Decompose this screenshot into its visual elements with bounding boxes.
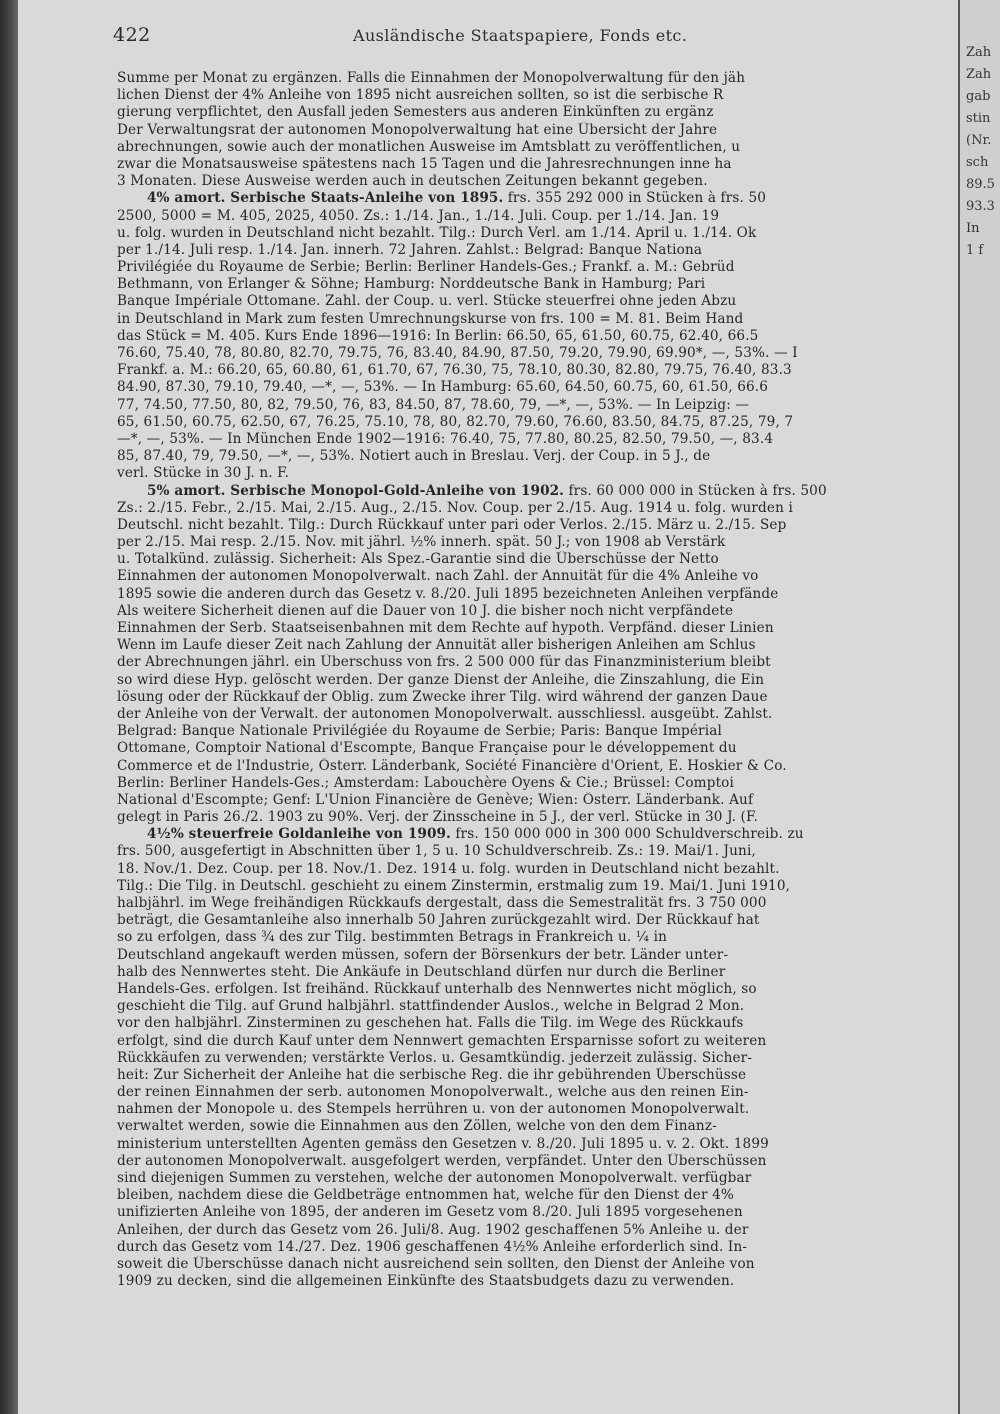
line-text: verl. Stücke in 30 J. n. F. [117,465,290,482]
text-line [117,723,955,740]
text-line [117,981,955,998]
line-text: —*, —, 53%. — In München Ende 1902—1916: 76.40, 75, 77.80, 80.25, 82.50, 79.50, —, 83.4 [117,430,774,447]
line-text: u. Totalkünd. zulässig. Sicherheit: Als Spez.-Garantie sind die Überschüsse der Netto [117,551,719,568]
adjacent-page-fragment: (Nr. [966,133,992,148]
line-text: der Anleihe von der Verwalt. der autonomen Monopolverwalt. ausschliessl. ausgeübt. Zahlst. [117,705,773,722]
text-line [117,809,955,826]
line-text: halb des Nennwertes steht. Die Ankäufe in Deutschland dürfen nur durch die Berliner [117,963,726,980]
line-text: Handels-Ges. erfolgen. Ist freihänd. Rückkauf unterhalb des Nennwertes nicht möglich, so [117,980,757,997]
section-heading-line [117,826,955,843]
text-line [117,1101,955,1118]
section-heading: 4½% steuerfreie Goldanleihe von 1909. [147,826,451,843]
book-page [18,0,958,1414]
line-text: 1909 zu decken, sind die allgemeinen Einkünfte des Staatsbudgets dazu zu verwenden. [117,1273,735,1290]
text-line [117,1256,955,1273]
line-text: frs. 500, ausgefertigt in Abschnitten über 1, 5 u. 10 Schuldverschreib. Zs.: 19. Mai/1. Juni, [117,843,756,860]
line-text: bleiben, nachdem diese die Geldbeträge entnommen hat, welche für den Dienst der 4% [117,1187,734,1204]
text-line [117,87,955,104]
line-text: vor den halbjährl. Zinsterminen zu geschehen hat. Falls die Tilg. im Wege des Rückkaufs [117,1015,744,1032]
adjacent-page-fragment: 1 f [966,243,984,258]
text-line [117,1153,955,1170]
text-line [117,379,955,396]
page-header [113,24,953,50]
line-text: Belgrad: Banque Nationale Privilégiée du Royaume de Serbie; Paris: Banque Impérial [117,723,722,740]
text-line [117,259,955,276]
text-line [117,878,955,895]
line-text: nahmen der Monopole u. des Stempels herrühren u. von der autonomen Monopolverwalt. [117,1101,750,1118]
text-line [117,1118,955,1135]
text-line [117,964,955,981]
text-line [117,517,955,534]
running-head: Ausländische Staatspapiere, Fonds etc. [353,26,688,45]
text-line [117,276,955,293]
text-line [117,1015,955,1032]
text-line [117,345,955,362]
text-line [117,620,955,637]
adjacent-page-fragment: In [966,221,980,236]
line-text: per 2./15. Mai resp. 2./15. Nov. mit jährl. ½% innerh. spät. 50 J.; von 1908 ab Verstärk [117,534,726,551]
text-line [117,1204,955,1221]
text-line [117,397,955,414]
line-text: Privilégiée du Royaume de Serbie; Berlin: Berliner Handels-Ges.; Frankf. a. M.: Gebrüd [117,259,735,276]
line-text: durch das Gesetz vom 14./27. Dez. 1906 geschaffenen 4½% Anleihe erforderlich sind. In- [117,1238,748,1255]
line-text: geschieht die Tilg. auf Grund halbjährl. stattfindender Auslos., welche in Belgrad 2 Mon. [117,998,745,1015]
line-text: Frankf. a. M.: 66.20, 65, 60.80, 61, 61.70, 67, 76.30, 75, 78.10, 80.30, 82.80, 79.75, 76.40, 83.3 [117,362,792,379]
binding-gutter [0,0,18,1414]
adjacent-page-fragment: gab [966,89,991,104]
text-line [117,586,955,603]
adjacent-page-fragment: 89.5 [966,177,995,192]
line-text: u. folg. wurden in Deutschland nicht bezahlt. Tilg.: Durch Verl. am 1./14. April u. 1./14. Ok [117,224,757,241]
line-text: Als weitere Sicherheit dienen auf die Dauer von 10 J. die bisher noch nicht verpfändete [117,602,734,619]
text-line [117,706,955,723]
adjacent-page-fragment: Zah [966,45,992,60]
line-text: frs. 60 000 000 in Stücken à frs. 500 [564,482,827,499]
line-text: 84.90, 87.30, 79.10, 79.40, —*, —, 53%. — In Hamburg: 65.60, 64.50, 60.75, 60, 61.50, 66.6 [117,379,769,396]
text-line [117,208,955,225]
text-line [117,465,955,482]
line-text: heit: Zur Sicherheit der Anleihe hat die serbische Reg. die ihr gebührenden Überschüsse [117,1066,747,1083]
text-line [117,139,955,156]
line-text: der reinen Einnahmen der serb. autonomen Monopolverwalt., welche aus den reinen Ein- [117,1084,749,1101]
text-line [117,328,955,345]
line-text: so zu erfolgen, dass ¾ des zur Tilg. bestimmten Betrags in Frankreich u. ¼ in [117,929,668,946]
line-text: Zs.: 2./15. Febr., 2./15. Mai, 2./15. Aug., 2./15. Nov. Coup. per 2./15. Aug. 1914 u. folg. wurden i [117,499,793,516]
line-text: Wenn im Laufe dieser Zeit nach Zahlung der Annuität aller bisherigen Anleihen am Schlus [117,637,756,654]
line-text: ministerium unterstellten Agenten gemäss den Gesetzen v. 8./20. Juli 1895 u. v. 2. Okt. 1899 [117,1135,769,1152]
text-line [117,534,955,551]
line-text: so wird diese Hyp. gelöscht werden. Der ganze Dienst der Anleihe, die Zinszahlung, die Ein [117,671,765,688]
text-line [117,861,955,878]
line-text: frs. 150 000 000 in 300 000 Schuldverschreib. zu [450,826,804,843]
line-text: 85, 87.40, 79, 79.50, —*, —, 53%. Notiert auch in Breslau. Verj. der Coup. in 5 J., de [117,448,711,465]
line-text: abrechnungen, sowie auch der monatlichen Ausweise im Amtsblatt zu veröffentlichen, u [117,138,741,155]
text-line [117,1033,955,1050]
line-text: Einnahmen der Serb. Staatseisenbahnen mit dem Rechte auf hypoth. Verpfänd. dieser Linien [117,620,774,636]
page-body-text [117,70,955,1290]
text-line [117,225,955,242]
line-text: beträgt, die Gesamtanleihe also innerhalb 50 Jahren zurückgezahlt wird. Der Rückkauf hat [117,912,760,929]
line-text: Banque Impériale Ottomane. Zahl. der Coup. u. verl. Stücke steuerfrei ohne jeden Abzu [117,293,737,310]
line-text: Rückkäufen zu verwenden; verstärkte Verlos. u. Gesamtkündig. jederzeit zulässig. Sicher- [117,1049,753,1066]
line-text: 76.60, 75.40, 78, 80.80, 82.70, 79.75, 76, 83.40, 84.90, 87.50, 79.20, 79.90, 69.90*, —, 53%. — I [117,345,798,361]
text-line [117,1136,955,1153]
section-heading: 5% amort. Serbische Monopol-Gold-Anleihe von 1902. [147,482,565,499]
section-heading-line [117,483,955,500]
line-text: 1895 sowie die anderen durch das Gesetz v. 8./20. Juli 1895 bezeichneten Anleihen verpfände [117,585,779,602]
line-text: der Abrechnungen jährl. ein Überschuss von frs. 2 500 000 für das Finanzministerium bleibt [117,654,771,671]
adjacent-page-edge [958,0,1000,1414]
adjacent-page-fragment: stin [966,111,991,126]
text-line [117,568,955,585]
text-line [117,70,955,87]
text-line [117,912,955,929]
line-text: National d'Escompte; Genf: L'Union Financière de Genève; Wien: Österr. Länderbank. Auf [117,791,754,808]
text-line [117,1170,955,1187]
line-text: der autonomen Monopolverwalt. ausgefolgert werden, verpfändet. Unter den Überschüssen [117,1152,767,1169]
text-line [117,998,955,1015]
line-text: unifizierten Anleihe von 1895, der anderen im Gesetz vom 8./20. Juli 1895 vorgesehenen [117,1204,743,1221]
line-text: das Stück = M. 405. Kurs Ende 1896—1916: In Berlin: 66.50, 65, 61.50, 60.75, 62.40, 66.5 [117,327,759,344]
text-line [117,173,955,190]
section-heading-line [117,190,955,207]
text-line [117,775,955,792]
text-line [117,1050,955,1067]
text-line [117,1084,955,1101]
line-text: Anleihen, der durch das Gesetz vom 26. Juli/8. Aug. 1902 geschaffenen 5% Anleihe u. der [117,1221,749,1238]
section-heading: 4% amort. Serbische Staats-Anleihe von 1895. [147,190,504,207]
line-text: 77, 74.50, 77.50, 80, 82, 79.50, 76, 83, 84.50, 87, 78.60, 79, —*, —, 53%. — In Leipzig: — [117,396,750,413]
line-text: Berlin: Berliner Handels-Ges.; Amsterdam: Labouchère Oyens & Cie.; Brüssel: Comptoi [117,774,735,791]
text-line [117,758,955,775]
text-line [117,448,955,465]
line-text: erfolgt, sind die durch Kauf unter dem Nennwert gemachten Ersparnisse sofort zu weiteren [117,1032,767,1049]
text-line [117,947,955,964]
line-text: soweit die Überschüsse danach nicht ausreichend sein sollten, den Dienst der Anleihe von [117,1255,755,1272]
line-text: per 1./14. Juli resp. 1./14. Jan. innerh. 72 Jahren. Zahlst.: Belgrad: Banque Nationa [117,241,703,258]
page-number: 422 [113,24,151,46]
adjacent-page-fragment: sch [966,155,989,170]
line-text: gierung verpflichtet, den Ausfall jeden Semesters aus anderen Einkünften zu ergänz [117,104,714,121]
text-line [117,843,955,860]
line-text: halbjährl. im Wege freihändigen Rückkaufs dergestalt, dass die Semestralität frs. 3 750 000 [117,895,767,911]
text-line [117,654,955,671]
line-text: Ottomane, Comptoir National d'Escompte, Banque Française pour le développement du [117,740,737,757]
text-line [117,293,955,310]
line-text: verwaltet werden, sowie die Einnahmen aus den Zöllen, welche von den dem Finanz- [117,1118,717,1135]
line-text: Einnahmen der autonomen Monopolverwalt. nach Zahl. der Annuität für die 4% Anleihe vo [117,568,759,585]
text-line [117,1273,955,1290]
text-line [117,895,955,912]
text-line [117,362,955,379]
line-text: lichen Dienst der 4% Anleihe von 1895 nicht ausreichen sollten, so ist die serbische R [117,87,724,104]
text-line [117,1239,955,1256]
text-line [117,431,955,448]
adjacent-page-fragment: Zah [966,67,992,82]
line-text: 2500, 5000 = M. 405, 2025, 4050. Zs.: 1./14. Jan., 1./14. Juli. Coup. per 1./14. Jan. 19 [117,207,720,224]
text-line [117,792,955,809]
line-text: Deutschl. nicht bezahlt. Tilg.: Durch Rückkauf unter pari oder Verlos. 2./15. März u. 2./15. Sep [117,516,787,533]
line-text: frs. 355 292 000 in Stücken à frs. 50 [503,190,767,207]
line-text: Tilg.: Die Tilg. in Deutschl. geschieht zu einem Zinstermin, erstmalig zum 19. Mai/1. Juni 1910, [117,877,791,894]
text-line [117,1067,955,1084]
text-line [117,740,955,757]
text-line [117,156,955,173]
line-text: in Deutschland in Mark zum festen Umrechnungskurse von frs. 100 = M. 81. Beim Hand [117,310,744,327]
text-line [117,1187,955,1204]
text-line [117,689,955,706]
text-line [117,672,955,689]
text-line [117,500,955,517]
line-text: Der Verwaltungsrat der autonomen Monopolverwaltung hat eine Übersicht der Jahre [117,121,718,138]
line-text: 18. Nov./1. Dez. Coup. per 18. Nov./1. Dez. 1914 u. folg. wurden in Deutschland nicht bezahlt. [117,860,780,877]
line-text: lösung oder der Rückkauf der Oblig. zum Zwecke ihrer Tilg. wird während der ganzen Daue [117,688,768,705]
adjacent-page-fragments [960,42,995,262]
text-line [117,311,955,328]
text-line [117,122,955,139]
line-text: Bethmann, von Erlanger & Söhne; Hamburg: Norddeutsche Bank in Hamburg; Pari [117,276,706,293]
line-text: sind diejenigen Summen zu verstehen, welche der autonomen Monopolverwalt. verfügbar [117,1170,752,1186]
line-text: 65, 61.50, 60.75, 62.50, 67, 76.25, 75.10, 78, 80, 82.70, 79.60, 76.60, 83.50, 84.75, 87.25, 79, 7 [117,413,794,430]
text-line [117,104,955,121]
adjacent-page-fragment: 93.3 [966,199,995,214]
line-text: Summe per Monat zu ergänzen. Falls die Einnahmen der Monopolverwaltung für den jäh [117,70,746,86]
line-text: Deutschland angekauft werden müssen, sofern der Börsenkurs der betr. Länder unter- [117,946,729,963]
text-line [117,414,955,431]
text-line [117,551,955,568]
text-line [117,603,955,620]
text-line [117,1222,955,1239]
line-text: Commerce et de l'Industrie, Österr. Länderbank, Société Financière d'Orient, E. Hoskier & Co. [117,757,787,774]
line-text: 3 Monaten. Diese Ausweise werden auch in deutschen Zeitungen bekannt gegeben. [117,173,708,190]
text-line [117,242,955,259]
text-line [117,637,955,654]
line-text: gelegt in Paris 26./2. 1903 zu 90%. Verj. der Zinsscheine in 5 J., der verl. Stücke in 30 J. (F. [117,809,758,826]
text-line [117,929,955,946]
line-text: zwar die Monatsausweise spätestens nach 15 Tagen und die Jahresrechnungen inne ha [117,155,732,172]
